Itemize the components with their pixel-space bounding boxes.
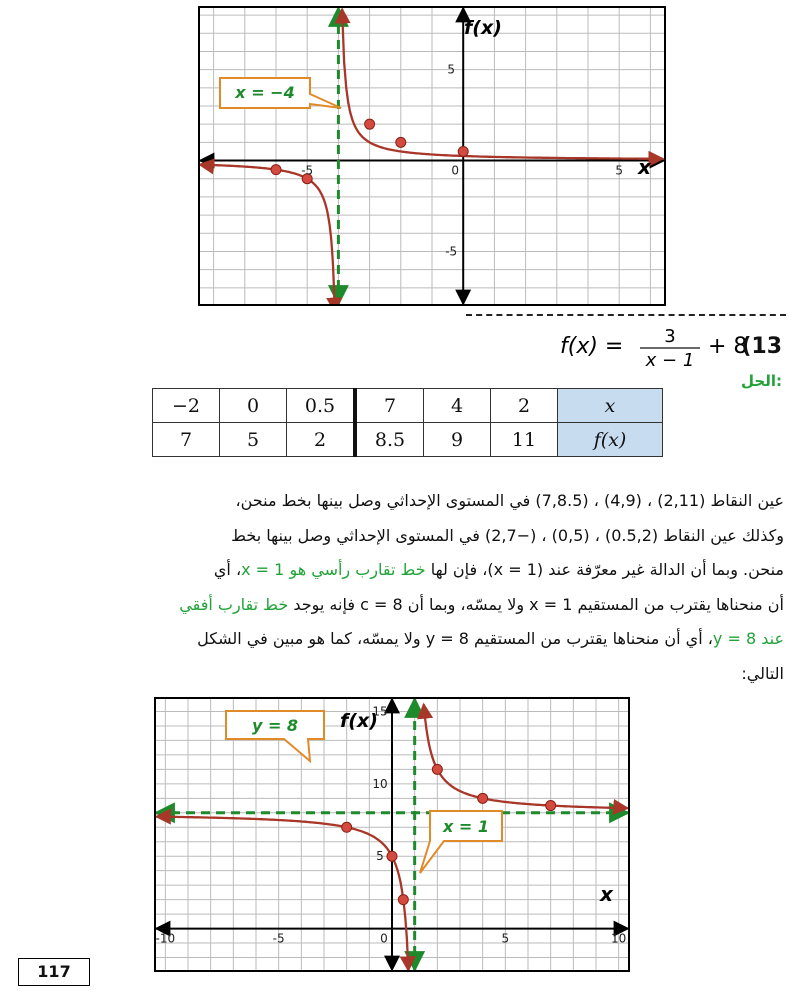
- y-tick-label: 10: [372, 776, 388, 791]
- data-point: [458, 146, 468, 156]
- y-tick-label: -5: [445, 244, 458, 259]
- x-tick-label: -5: [301, 163, 314, 178]
- function-curve: [342, 9, 663, 159]
- top-grid: [198, 6, 666, 306]
- data-point: [478, 793, 488, 803]
- function-curve: [200, 165, 335, 306]
- data-point: [365, 119, 375, 129]
- function-curve: [156, 817, 408, 971]
- data-point: [387, 851, 397, 861]
- table-cell: 2: [287, 423, 356, 457]
- data-point: [271, 165, 281, 175]
- top-x-axis-label: x: [638, 155, 651, 179]
- x-tick-label: 0: [451, 163, 460, 178]
- solution-label: الحل:: [741, 372, 782, 390]
- graph-top: [198, 6, 666, 306]
- table-cell: 9: [424, 423, 491, 457]
- values-table: [152, 388, 663, 457]
- data-point: [398, 895, 408, 905]
- table-cell: 0.5: [287, 389, 356, 423]
- x-tick-label: -5: [272, 931, 285, 946]
- top-asymptote-callout: [220, 78, 341, 108]
- table-cell: 5: [220, 423, 287, 457]
- data-point: [432, 764, 442, 774]
- table-header-x: x: [558, 389, 663, 423]
- v-asymptote-callout: [420, 811, 502, 873]
- paragraph-line: عند y = 8، أي أن منحناها يقترب من المستقيم y = 8 ولا يمسّه، كما هو مبين في الشكل: [197, 629, 784, 648]
- problem-number: (13: [741, 334, 782, 359]
- horizontal-asymptote-term: عند y = 8: [712, 629, 784, 648]
- data-point: [396, 137, 406, 147]
- table-cell: 7: [355, 389, 424, 423]
- top-curves: [198, 9, 663, 306]
- top-graph-title: f(x): [464, 17, 502, 39]
- y-tick-label: 5: [447, 62, 456, 77]
- v-asymptote-label: x = 1: [443, 817, 489, 836]
- x-tick-label: 5: [501, 931, 510, 946]
- paragraph-line: وكذلك عين النقاط (0.5,2) ، (0,5) ، (−2,7) في المستوى الإحداثي وصل بينها بخط: [231, 525, 784, 545]
- paragraph-line: التالي:: [741, 663, 784, 683]
- svg-text:f(x) =: f(x) =: [560, 334, 624, 359]
- explanation-paragraph: [18, 484, 784, 691]
- bottom-graph-title: f(x): [340, 710, 378, 732]
- data-point: [342, 822, 352, 832]
- horizontal-asymptote-term: خط تقارب أفقي: [179, 594, 289, 614]
- svg-text:x − 1: x − 1: [645, 350, 695, 370]
- x-tick-label: -10: [155, 931, 176, 946]
- data-point: [546, 801, 556, 811]
- page-number: 117: [18, 958, 90, 986]
- table-header-fx: f(x): [558, 423, 663, 457]
- table-cell: 8.5: [355, 423, 424, 457]
- svg-text:3: 3: [664, 326, 676, 347]
- function-curve: [424, 704, 628, 808]
- y-tick-label: 15: [372, 704, 388, 719]
- svg-text:+ 8: + 8: [708, 334, 748, 359]
- paragraph-line: أن منحناها يقترب من المستقيم x = 1 ولا يمسّه، وبما أن c = 8 فإنه يوجد خط تقارب أفقي: [179, 594, 784, 614]
- paragraph-line: عين النقاط (2,11) ، (4,9) ، (7,8.5) في المستوى الإحداثي وصل بينها بخط منحن،: [235, 491, 784, 510]
- table-cell: 7: [153, 423, 220, 457]
- section-divider: [466, 314, 786, 316]
- graph-bottom: [154, 697, 630, 972]
- bottom-x-axis-label: x: [600, 882, 613, 906]
- top-asymptote-label: x = −4: [235, 83, 295, 102]
- x-tick-label: 10: [611, 931, 627, 946]
- h-asymptote-label: y = 8: [251, 716, 299, 735]
- x-tick-label: 5: [615, 163, 624, 178]
- table-cell: 0: [220, 389, 287, 423]
- table-cell: 4: [424, 389, 491, 423]
- paragraph-line: منحن. وبما أن الدالة غير معرّفة عند (x = 1)، فإن لها خط تقارب رأسي هو x = 1، أي: [213, 560, 784, 579]
- table-cell: 2: [491, 389, 558, 423]
- x-tick-label: 0: [380, 931, 388, 946]
- vertical-asymptote-term: خط تقارب رأسي هو x = 1: [241, 560, 426, 579]
- table-row-fx: [153, 423, 663, 457]
- table-cell: −2: [153, 389, 220, 423]
- y-tick-label: 5: [376, 849, 384, 864]
- table-cell: 11: [491, 423, 558, 457]
- h-asymptote-callout: [226, 711, 324, 761]
- table-row-x: [153, 389, 663, 423]
